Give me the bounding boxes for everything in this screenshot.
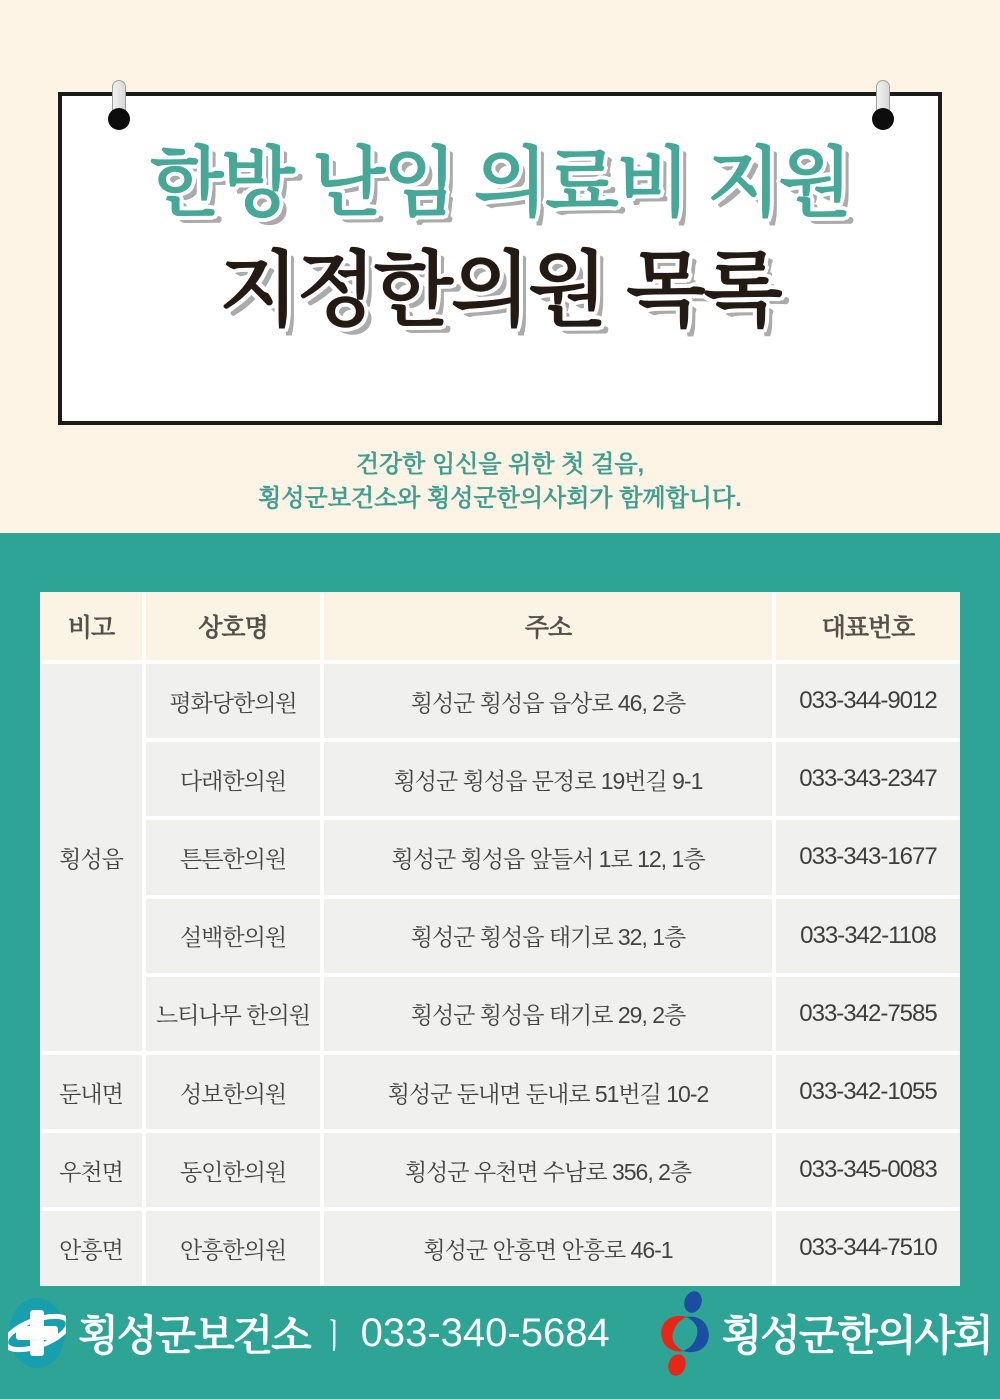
main-title-line1: 한방 난임 의료비 지원 <box>149 141 851 226</box>
clinic-phone-cell: 033-345-0083 <box>776 1133 960 1207</box>
korean-medicine-association-name: 횡성군한의사회 <box>721 1312 992 1359</box>
main-title-line2: 지정한의원 목록 <box>219 244 781 336</box>
region-cell: 우천면 <box>40 1133 142 1207</box>
clinic-address-cell: 횡성군 우천면 수남로 356, 2층 <box>324 1133 772 1207</box>
col-header-name: 상호명 <box>146 592 320 660</box>
clinic-phone-cell: 033-343-2347 <box>776 742 960 816</box>
subtitle-line2: 횡성군보건소와 횡성군한의사회가 함께합니다. <box>258 485 742 512</box>
subtitle <box>0 448 1000 516</box>
clinic-name-cell: 성보한의원 <box>146 1055 320 1129</box>
clinic-address-cell: 횡성군 횡성읍 읍상로 46, 2층 <box>324 664 772 738</box>
clinic-name-cell: 평화당한의원 <box>146 664 320 738</box>
region-cell: 안흥면 <box>40 1211 142 1285</box>
clinic-name-cell: 느티나무 한의원 <box>146 977 320 1051</box>
clinic-table <box>40 592 960 1286</box>
clinic-phone-cell: 033-343-1677 <box>776 820 960 894</box>
clinic-phone-cell: 033-342-7585 <box>776 977 960 1051</box>
clinic-address-cell: 횡성군 안흥면 안흥로 46-1 <box>324 1211 772 1285</box>
footer-phone-number: 033-340-5684 <box>360 1310 610 1355</box>
clinic-address-cell: 횡성군 횡성읍 문정로 19번길 9-1 <box>324 742 772 816</box>
clinic-name-cell: 다래한의원 <box>146 742 320 816</box>
subtitle-line1: 건강한 임신을 위한 첫 걸음, <box>355 451 645 478</box>
col-header-phone: 대표번호 <box>776 592 960 660</box>
clinic-address-cell: 횡성군 둔내면 둔내로 51번길 10-2 <box>324 1055 772 1129</box>
signboard <box>58 92 942 425</box>
clinic-list-section <box>0 533 1000 1399</box>
footer-divider: ㅣ <box>317 1317 351 1356</box>
clinic-name-cell: 튼튼한의원 <box>146 820 320 894</box>
footer <box>0 1285 1000 1381</box>
pin-hole <box>108 108 130 130</box>
health-center-logo-icon <box>8 1297 66 1369</box>
top-section <box>0 0 1000 533</box>
clinic-name-cell: 동인한의원 <box>146 1133 320 1207</box>
clinic-address-cell: 횡성군 횡성읍 태기로 32, 1층 <box>324 899 772 973</box>
clinic-name-cell: 안흥한의원 <box>146 1211 320 1285</box>
clinic-phone-cell: 033-344-7510 <box>776 1211 960 1285</box>
col-header-remark: 비고 <box>40 592 142 660</box>
region-cell: 둔내면 <box>40 1055 142 1129</box>
push-pin-icon <box>108 80 130 136</box>
clinic-phone-cell: 033-342-1055 <box>776 1055 960 1129</box>
clinic-phone-cell: 033-342-1108 <box>776 899 960 973</box>
col-header-address: 주소 <box>324 592 772 660</box>
region-cell: 횡성읍 <box>40 664 142 1051</box>
clinic-phone-cell: 033-344-9012 <box>776 664 960 738</box>
clinic-address-cell: 횡성군 횡성읍 태기로 29, 2층 <box>324 977 772 1051</box>
pin-hole <box>872 108 894 130</box>
health-center-name: 횡성군보건소 <box>78 1312 310 1359</box>
korean-medicine-association-logo-icon <box>656 1290 712 1376</box>
clinic-address-cell: 횡성군 횡성읍 앞들서 1로 12, 1층 <box>324 820 772 894</box>
clinic-name-cell: 설백한의원 <box>146 899 320 973</box>
push-pin-icon <box>872 80 894 136</box>
